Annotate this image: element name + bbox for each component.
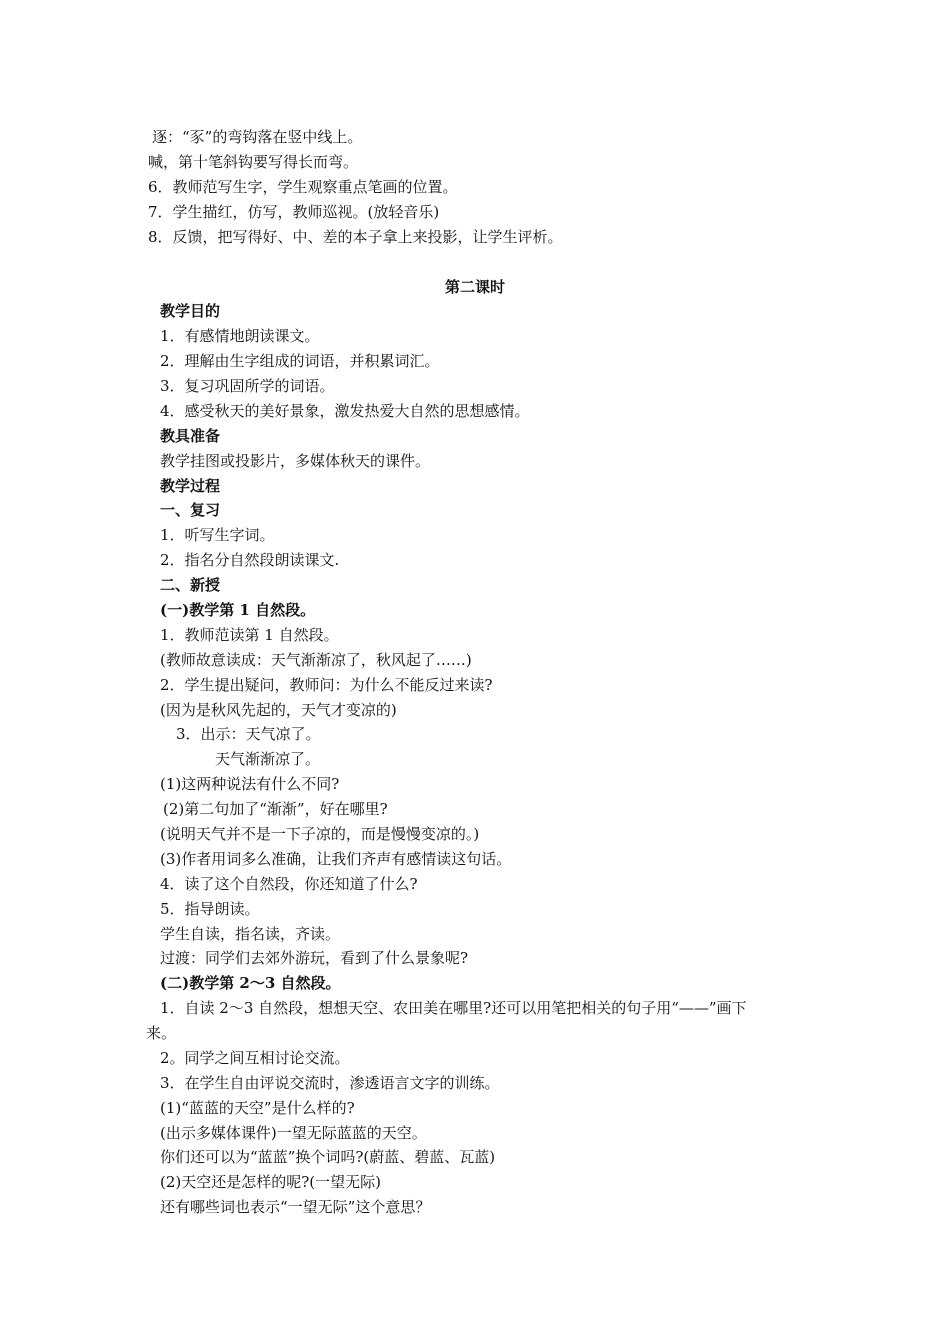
text-line: 还有哪些词也表示“一望无际”这个意思？ <box>160 1198 431 1216</box>
text-line: 3．出示：天气凉了。 <box>176 725 321 743</box>
section-heading: 第二课时 <box>444 278 505 296</box>
text-line: (2)天空还是怎样的呢?(一望无际) <box>160 1173 381 1191</box>
text-line: 4．读了这个自然段，你还知道了什么? <box>160 875 418 893</box>
text-line: 喊，第十笔斜钩要写得长而弯。 <box>148 153 359 171</box>
text-line: 6．教师范写生字，学生观察重点笔画的位置。 <box>148 178 458 196</box>
text-line: 2．理解由生字组成的词语，并积累词汇。 <box>160 352 440 370</box>
text-line: (1)这两种说法有什么不同? <box>160 775 340 793</box>
text-line: 你们还可以为“蓝蓝”换个词吗?(蔚蓝、碧蓝、瓦蓝) <box>160 1148 496 1166</box>
text-line: 3．在学生自由评说交流时，渗透语言文字的训练。 <box>160 1074 500 1092</box>
text-line: 7．学生描红，仿写，教师巡视。(放轻音乐) <box>148 203 440 221</box>
text-line: (教师故意读成：天气渐渐凉了，秋风起了……) <box>160 651 472 669</box>
text-line: (出示多媒体课件)一望无际蓝蓝的天空。 <box>160 1124 427 1142</box>
text-line: 5．指导朗读。 <box>160 900 260 918</box>
subheading: 二、新授 <box>160 576 221 594</box>
text-line: (1)“蓝蓝的天空”是什么样的? <box>160 1099 355 1117</box>
subheading: 教学目的 <box>160 302 221 320</box>
subheading: 教具准备 <box>160 427 221 445</box>
text-line: (2)第二句加了“渐渐”，好在哪里? <box>163 800 388 818</box>
subheading: (一)教学第 1 自然段。 <box>160 601 316 619</box>
text-line: 过渡：同学们去郊外游玩，看到了什么景象呢? <box>160 949 469 967</box>
text-line: (3)作者用词多么准确，让我们齐声有感情读这句话。 <box>160 850 512 868</box>
text-line: 逐：“豕”的弯钩落在竖中线上。 <box>152 128 363 146</box>
text-line: 教学挂图或投影片，多媒体秋天的课件。 <box>160 452 431 470</box>
text-line: 1．听写生字词。 <box>160 526 275 544</box>
text-line: 4．感受秋天的美好景象，激发热爱大自然的思想感情。 <box>160 402 530 420</box>
text-line: 来。 <box>146 1024 177 1042</box>
subheading: 教学过程 <box>160 477 221 495</box>
text-line: 2．指名分自然段朗读课文. <box>160 551 340 569</box>
text-line: 1．自读 2～3 自然段，想想天空、农田美在哪里?还可以用笔把相关的句子用“——”画下 <box>160 999 747 1017</box>
text-line: (说明天气并不是一下子凉的，而是慢慢变凉的。) <box>160 825 480 843</box>
text-line: 2。同学之间互相讨论交流。 <box>160 1049 350 1067</box>
text-line: 1．教师范读第 1 自然段。 <box>160 626 339 644</box>
text-line: (因为是秋风先起的，天气才变凉的) <box>160 701 397 719</box>
text-line: 3．复习巩固所学的词语。 <box>160 377 335 395</box>
subheading: (二)教学第 2～3 自然段。 <box>160 974 341 992</box>
subheading: 一、复习 <box>160 501 221 519</box>
text-line: 1．有感情地朗读课文。 <box>160 327 320 345</box>
text-line: 8．反馈，把写得好、中、差的本子拿上来投影，让学生评析。 <box>148 228 563 246</box>
text-line: 2．学生提出疑问，教师问：为什么不能反过来读? <box>160 676 493 694</box>
text-line: 天气渐渐凉了。 <box>215 750 321 768</box>
text-line: 学生自读，指名读，齐读。 <box>160 925 341 943</box>
